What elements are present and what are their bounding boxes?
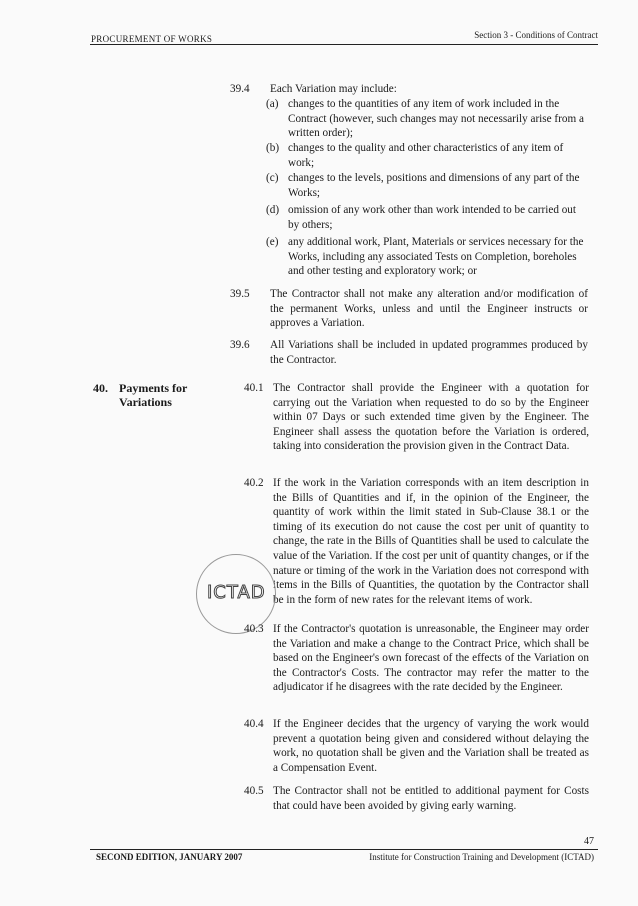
clause-number-39-4: 39.4 [230,83,250,95]
section-number: 40. [93,381,108,395]
clause-40-3-text: If the Contractor's quotation is unreasonable, the Engineer may order the Variation and make a change to the Contract Price, which shall be based on the Engineer's own forecast of the effects of the Variation on the Contractor's Costs. The contractor may refer the matter to the adjudicator if he disagrees with the rate decided by the Engineer. [273,623,589,694]
clause-40-5-text: The Contractor shall not be entitled to additional payment for Costs that could have been avoided by giving early warning. [273,785,589,812]
section-title-line1: Payments for [119,381,188,395]
clause-39-4-item-b [266,141,586,170]
item-label: (d) [266,204,280,216]
footer-publisher: Institute for Construction Training and Development (ICTAD) [369,852,594,862]
clause-39-4-item-d [266,203,586,232]
clause-40-4-text: If the Engineer decides that the urgency of varying the work would prevent a quotation being given and considered without delaying the work, no quotation shall be given and the Variation shall be treated as a Compensation Event. [273,718,589,774]
clause-number-40-5: 40.5 [244,785,264,797]
item-text: changes to the quality and other characteristics of any item of work; [288,142,564,169]
clause-39-4-item-e [266,235,586,279]
ictad-stamp-label: ICTAD [207,582,266,603]
item-label: (e) [266,236,279,248]
running-header-left: PROCUREMENT OF WORKS [91,34,213,44]
item-text: any additional work, Plant, Materials or services necessary for the Works, including any associated Tests on Completion, boreholes and other testing and exploratory work; or [288,236,584,278]
clause-number-40-3: 40.3 [244,623,264,635]
clause-39-5-text: The Contractor shall not make any alteration and/or modification of the permanent Works, unless and until the Engineer instructs or approves a Variation. [270,288,588,330]
item-text: changes to the quantities of any item of work included in the Contract (however, such changes may not necessarily arise from a written order); [288,98,584,140]
clause-number-40-1: 40.1 [244,382,264,394]
header-rule [90,44,598,45]
clause-39-4-item-c [266,171,586,200]
clause-40-1-text: The Contractor shall provide the Engineer with a quotation for carrying out the Variation when requested to do so by the Engineer within 07 Days or such extended time given by the Engineer. The Engineer shall assess the quotation before the Variation is ordered, taking into consideration the provision given in the Contract Data. [273,382,589,453]
item-label: (a) [266,98,279,110]
clause-number-40-4: 40.4 [244,718,264,730]
clause-39-4-item-a [266,97,586,141]
section-title [119,381,187,409]
footer-rule [90,849,598,850]
item-label: (b) [266,142,280,154]
clause-40-2-text: If the work in the Variation corresponds with an item description in the Bills of Quantities and if, in the opinion of the Engineer, the quantity of work within the limit stated in Sub-Clause 38.1 or the timing of its execution do not cause the cost per unit of quantity to change, the rate in the Bills of Quantities shall be used to calculate the value of the Variation. If the cost per unit of quantity changes, or if the nature or timing of the work in the Variation does not correspond with items in the Bills of Quantities, the quotation by the Contractor shall be in the form of new rates for the relevant items of work. [273,477,589,606]
clause-number-39-6: 39.6 [230,339,250,351]
section-title-line2: Variations [119,395,172,409]
item-text: omission of any work other than work intended to be carried out by others; [288,204,577,231]
footer-edition: SECOND EDITION, JANUARY 2007 [96,852,243,862]
item-label: (c) [266,172,279,184]
clause-number-39-5: 39.5 [230,288,250,300]
item-text: changes to the levels, positions and dimensions of any part of the Works; [288,172,580,199]
clause-39-6-text: All Variations shall be included in updated programmes produced by the Contractor. [270,339,588,366]
running-header-right: Section 3 - Conditions of Contract [474,30,598,40]
page-number: 47 [584,836,594,847]
clause-number-40-2: 40.2 [244,477,264,489]
clause-39-4-intro: Each Variation may include: [270,83,397,95]
